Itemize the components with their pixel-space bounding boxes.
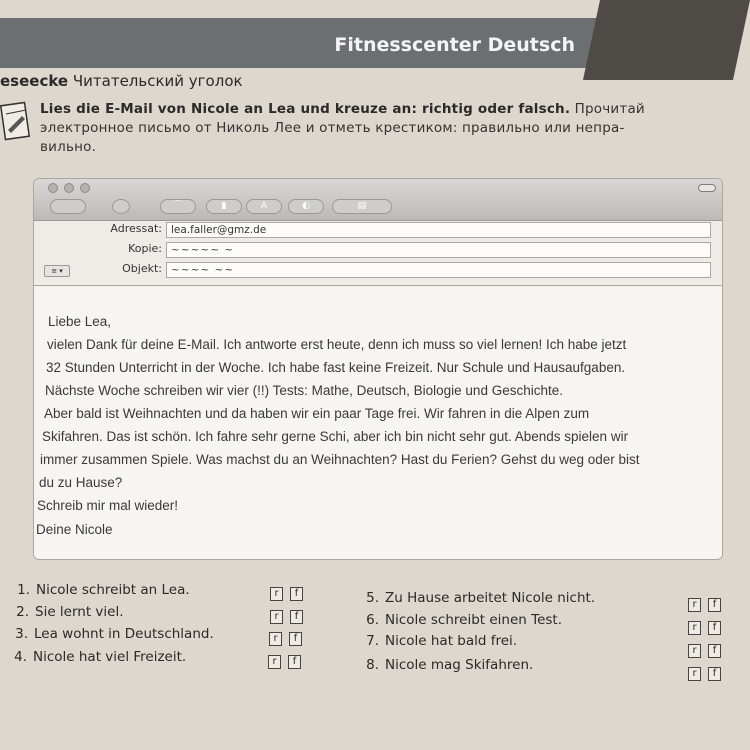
field-label-objekt: Objekt: xyxy=(122,262,162,275)
field-label-adressat: Adressat: xyxy=(110,222,162,235)
checkbox-falsch[interactable]: f xyxy=(708,644,721,658)
quiz-answer-7 xyxy=(688,641,728,658)
quiz-item-3: 3. Lea wohnt in Deutschland. xyxy=(15,626,214,642)
checkbox-richtig[interactable]: r xyxy=(269,632,282,646)
close-window-icon[interactable] xyxy=(48,183,58,193)
quiz-item-4: 4. Nicole hat viel Freizeit. xyxy=(14,649,187,665)
checkbox-falsch[interactable]: f xyxy=(289,632,302,646)
quiz-answer-8 xyxy=(688,664,728,681)
checkbox-richtig[interactable]: r xyxy=(688,621,701,635)
priority-menu-button[interactable]: ≡ ▾ xyxy=(44,265,70,277)
quiz-item-1: 1. Nicole schreibt an Lea. xyxy=(17,582,190,598)
field-label-kopie: Kopie: xyxy=(128,242,162,255)
address-book-icon: ▮ xyxy=(221,201,227,211)
section-title: Fitnesscenter Deutsch xyxy=(334,34,575,56)
toolbar-toggle-button[interactable] xyxy=(698,184,716,192)
zoom-window-icon[interactable] xyxy=(80,183,90,193)
email-line: Liebe Lea, xyxy=(48,314,112,329)
quiz-answer-4 xyxy=(268,652,308,669)
quiz-item-2: 2. Sie lernt viel. xyxy=(16,604,124,620)
checkbox-richtig[interactable]: r xyxy=(688,644,701,658)
checkbox-richtig[interactable]: r xyxy=(268,655,281,669)
paperclip-icon: ⌒ xyxy=(173,201,183,211)
email-line: Schreib mir mal wieder! xyxy=(37,498,179,513)
quiz-answer-5 xyxy=(688,595,728,612)
window-titlebar xyxy=(34,179,722,221)
email-header-fields xyxy=(34,221,722,286)
document-icon: ▤ xyxy=(357,201,367,211)
checkbox-richtig[interactable]: r xyxy=(688,598,701,612)
quiz-item-6: 6. Nicole schreibt einen Test. xyxy=(366,612,562,628)
color-icon: ◐ xyxy=(302,201,310,211)
instruction-ru-2: электронное письмо от Николь Лее и отметь крестиком: правильно или непра- xyxy=(40,120,625,136)
section-head xyxy=(0,72,243,90)
checkbox-richtig[interactable]: r xyxy=(688,667,701,681)
quiz-item-5: 5. Zu Hause arbeitet Nicole nicht. xyxy=(366,590,596,606)
checkbox-falsch[interactable]: f xyxy=(708,667,721,681)
email-window xyxy=(33,178,723,560)
page-corner-shadow xyxy=(583,0,750,80)
chat-button[interactable] xyxy=(112,199,130,214)
quiz-answer-6 xyxy=(688,618,728,635)
fonts-button[interactable] xyxy=(246,199,282,214)
email-line: 32 Stunden Unterricht in der Woche. Ich habe fast keine Freizeit. Nur Schule und Hausaufgaben. xyxy=(46,360,626,375)
checkbox-falsch[interactable]: f xyxy=(708,598,721,612)
objekt-input[interactable]: ~~~~ ~~ xyxy=(166,262,711,278)
font-icon: A xyxy=(260,201,268,211)
quiz-answer-1 xyxy=(270,584,310,601)
adressat-input[interactable]: lea.faller@gmz.de xyxy=(166,222,711,238)
attach-button[interactable] xyxy=(160,199,196,214)
checkbox-falsch[interactable]: f xyxy=(288,655,301,669)
checkbox-falsch[interactable]: f xyxy=(290,610,303,624)
instruction-ru-1: Прочитай xyxy=(574,101,645,117)
task-instruction xyxy=(40,100,730,157)
email-line: du zu Hause? xyxy=(39,475,123,490)
email-body[interactable] xyxy=(34,287,723,560)
minimize-window-icon[interactable] xyxy=(64,183,74,193)
checkbox-falsch[interactable]: f xyxy=(708,621,721,635)
email-line: Deine Nicole xyxy=(36,522,113,537)
quiz-item-7: 7. Nicole hat bald frei. xyxy=(366,633,518,649)
email-line: vielen Dank für deine E-Mail. Ich antworte erst heute, denn ich muss so viel lernen! Ich habe jetzt xyxy=(47,337,627,352)
email-line: Nächste Woche schreiben wir vier (!!) Tests: Mathe, Deutsch, Biologie und Geschichte. xyxy=(45,383,563,398)
pencil-icon xyxy=(0,100,30,146)
section-head-ru: Читательский уголок xyxy=(72,72,243,90)
instruction-de: Lies die E-Mail von Nicole an Lea und kreuze an: richtig oder falsch. xyxy=(40,101,571,117)
checkbox-falsch[interactable]: f xyxy=(290,587,303,601)
email-line: Skifahren. Das ist schön. Ich fahre sehr gerne Schi, aber ich bin nicht sehr gut. Abends spielen wir xyxy=(42,429,629,444)
section-head-de: eseecke xyxy=(0,72,69,90)
section-banner xyxy=(0,18,605,68)
email-line: Aber bald ist Weihnachten und da haben wir ein paar Tage frei. Wir fahren in die Alpen zum xyxy=(44,406,590,421)
send-button[interactable] xyxy=(50,199,86,214)
instruction-ru-3: вильно. xyxy=(40,139,97,155)
checkbox-richtig[interactable]: r xyxy=(270,587,283,601)
address-button[interactable] xyxy=(206,199,242,214)
quiz-item-8: 8. Nicole mag Skifahren. xyxy=(366,657,534,673)
email-line: immer zusammen Spiele. Was machst du an Weihnachten? Hast du Ferien? Gehst du weg oder bist xyxy=(40,452,640,467)
kopie-input[interactable]: ~~~~~ ~ xyxy=(166,242,711,258)
quiz-answer-2 xyxy=(270,607,310,624)
colors-button[interactable] xyxy=(288,199,324,214)
quiz-answer-3 xyxy=(269,629,309,646)
save-draft-button[interactable] xyxy=(332,199,392,214)
checkbox-richtig[interactable]: r xyxy=(270,610,283,624)
